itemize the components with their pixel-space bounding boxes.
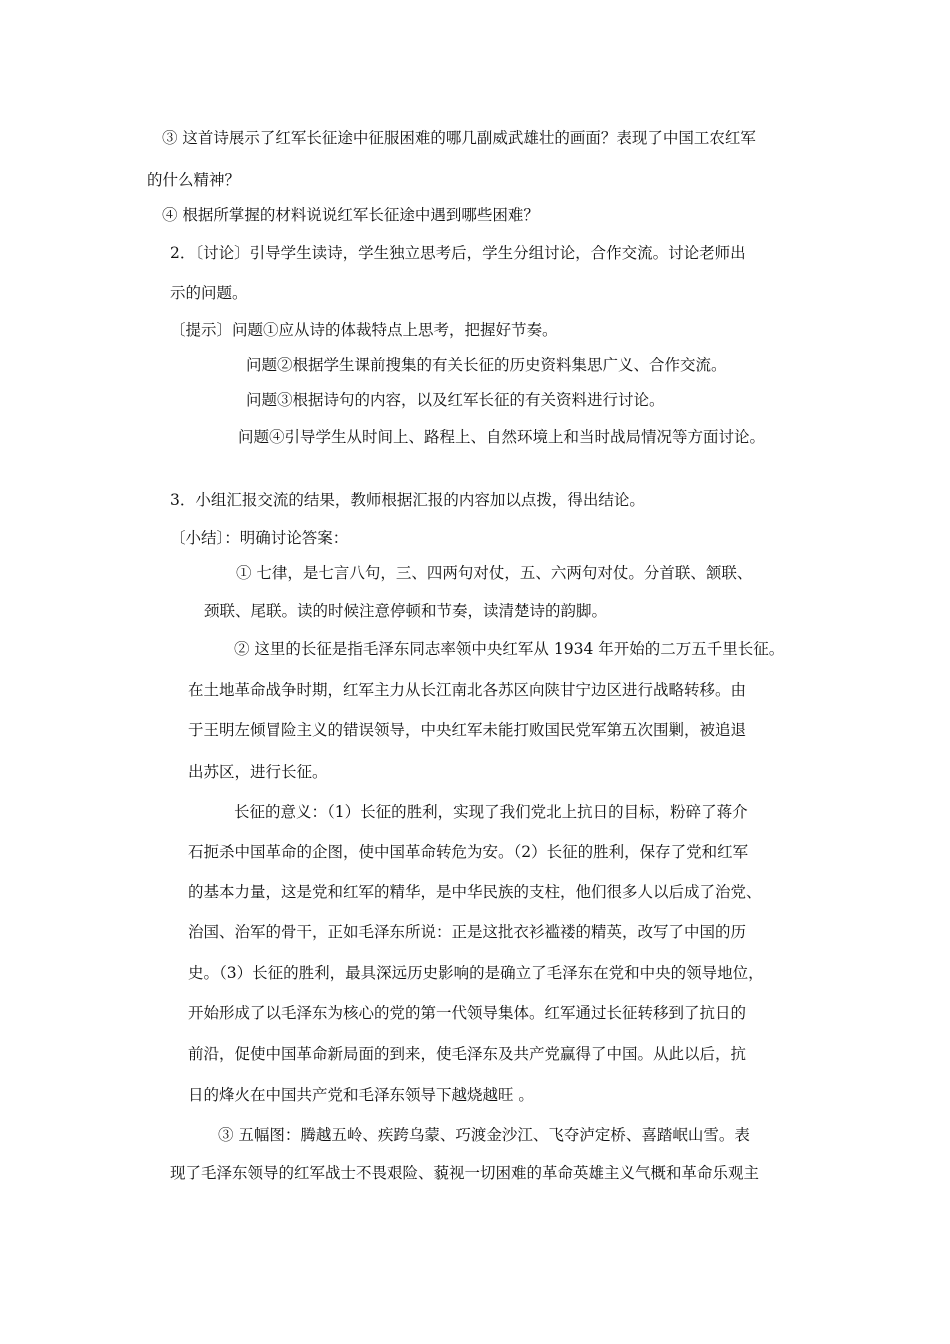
- text-line: 在土地革命战争时期，红军主力从长江南北各苏区向陕甘宁边区进行战略转移。由: [188, 681, 747, 699]
- text-line: 〔小结〕：明确讨论答案：: [170, 529, 349, 547]
- text-line: 问题④引导学生从时间上、路程上、自然环境上和当时战局情况等方面讨论。: [238, 428, 766, 446]
- text-line: ① 七律，是七言八句，三、四两句对仗，五、六两句对仗。分首联、颔联、: [236, 564, 753, 582]
- text-line: 的基本力量，这是党和红军的精华，是中华民族的支柱，他们很多人以后成了治党、: [188, 883, 762, 901]
- text-line: 现了毛泽东领导的红军战士不畏艰险、藐视一切困难的革命英雄主义气概和革命乐观主: [170, 1164, 760, 1182]
- text-line: 问题②根据学生课前搜集的有关长征的历史资料集思广义、合作交流。: [246, 356, 727, 374]
- text-line: 的什么精神？: [147, 171, 241, 189]
- text-line: ③ 五幅图：腾越五岭、疾跨乌蒙、巧渡金沙江、飞夺泸定桥、喜踏岷山雪。表: [218, 1126, 750, 1144]
- text-line: 问题③根据诗句的内容，以及红军长征的有关资料进行讨论。: [246, 391, 665, 409]
- text-line: 颈联、尾联。读的时候注意停顿和节奏，读清楚诗的韵脚。: [204, 602, 608, 620]
- text-line: 示的问题。: [170, 284, 248, 302]
- text-line: ③ 这首诗展示了红军长征途中征服困难的哪几副威武雄壮的画面？表现了中国工农红军: [162, 129, 756, 147]
- text-line: 〔提示〕问题①应从诗的体裁特点上思考，把握好节奏。: [170, 321, 558, 339]
- text-line: 治国、治军的骨干，正如毛泽东所说：正是这批衣衫褴褛的精英，改写了中国的历: [188, 923, 747, 941]
- text-line: 3．小组汇报交流的结果，教师根据汇报的内容加以点拨，得出结论。: [170, 491, 645, 509]
- text-line: 长征的意义：（1）长征的胜利，实现了我们党北上抗日的目标，粉碎了蒋介: [234, 803, 748, 821]
- text-line: 史。（3）长征的胜利，最具深远历史影响的是确立了毛泽东在党和中央的领导地位，: [188, 964, 764, 982]
- text-line: ② 这里的长征是指毛泽东同志率领中央红军从 1934 年开始的二万五千里长征。: [234, 640, 785, 658]
- text-line: 石扼杀中国革命的企图，使中国革命转危为安。（2）长征的胜利，保存了党和红军: [188, 843, 749, 861]
- text-line: 日的烽火在中国共产党和毛泽东领导下越烧越旺 。: [188, 1086, 534, 1104]
- text-line: 于王明左倾冒险主义的错误领导，中央红军未能打败国民党军第五次围剿，被追退: [188, 721, 747, 739]
- text-line: ④ 根据所掌握的材料说说红军长征途中遇到哪些困难？: [162, 206, 539, 224]
- text-line: 开始形成了以毛泽东为核心的党的第一代领导集体。红军通过长征转移到了抗日的: [188, 1004, 747, 1022]
- text-line: 前沿，促使中国革命新局面的到来，使毛泽东及共产党赢得了中国。从此以后，抗: [188, 1045, 747, 1063]
- text-line: 2．〔讨论〕引导学生读诗，学生独立思考后，学生分组讨论，合作交流。讨论老师出: [170, 244, 746, 262]
- text-line: 出苏区，进行长征。: [188, 763, 328, 781]
